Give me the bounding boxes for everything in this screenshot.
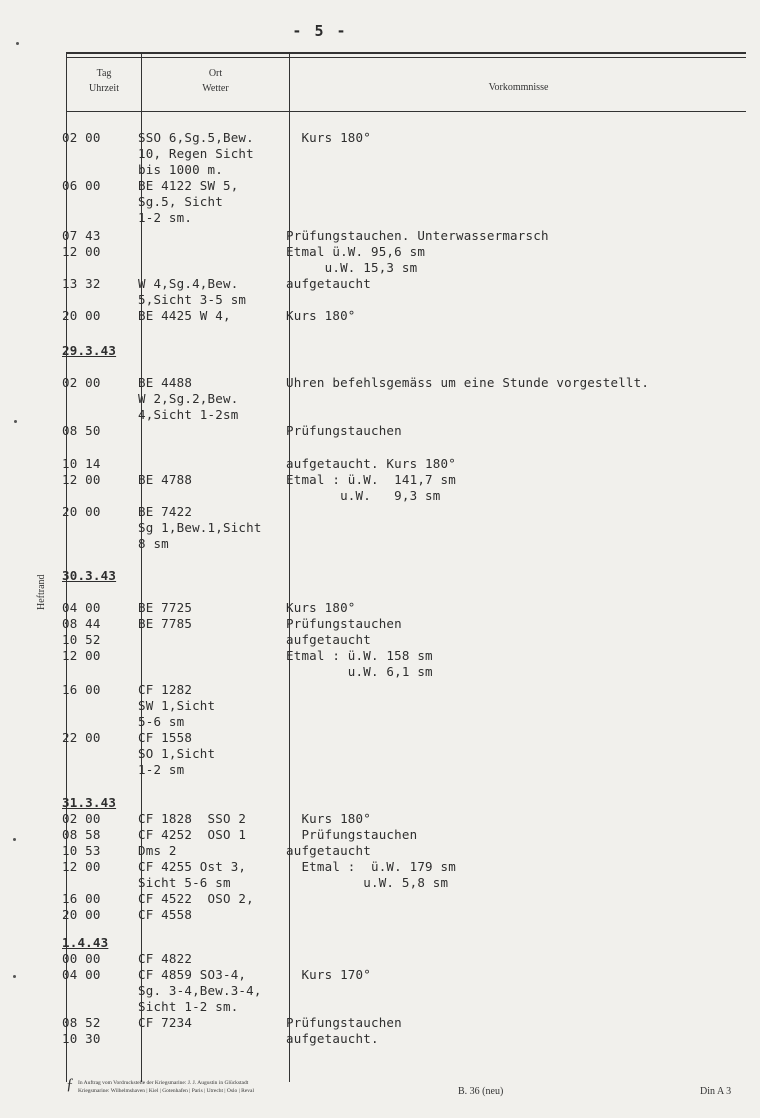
log-time: 04 00 (62, 600, 101, 615)
log-event: Kurs 180° (286, 130, 371, 145)
log-time: 22 00 (62, 730, 101, 745)
log-time: 02 00 (62, 375, 101, 390)
log-time: 10 53 (62, 843, 101, 858)
log-time: 08 52 (62, 1015, 101, 1030)
footer-paper-size: Din A 3 (700, 1086, 732, 1097)
log-date: 1.4.43 (62, 935, 109, 950)
log-time: 20 00 (62, 308, 101, 323)
log-time: 16 00 (62, 682, 101, 697)
log-time: 02 00 (62, 130, 101, 145)
log-event: Etmal ü.W. 95,6 sm u.W. 15,3 sm (286, 244, 426, 275)
header-col2 (143, 66, 288, 96)
log-time: 06 00 (62, 178, 101, 193)
log-date: 31.3.43 (62, 795, 117, 810)
log-event: Etmal : ü.W. 141,7 sm u.W. 9,3 sm (286, 472, 456, 503)
log-time: 08 50 (62, 423, 101, 438)
log-place-weather: BE 4788 (138, 472, 193, 487)
footer-printer-line1: In Auftrag vom Vordruckstelle der Kriegsmarine: J. J. Augustin in Glückstadt (78, 1080, 249, 1086)
header-col1 (68, 66, 140, 96)
log-place-weather: BE 7725 (138, 600, 193, 615)
log-time: 12 00 (62, 859, 101, 874)
log-place-weather: CF 4255 Ost 3, Sicht 5-6 sm (138, 859, 247, 890)
log-time: 02 00 (62, 811, 101, 826)
log-place-weather: CF 4558 (138, 907, 193, 922)
log-place-weather: BE 4425 W 4, (138, 308, 231, 323)
punch-mark (13, 838, 16, 841)
punch-mark (14, 420, 17, 423)
log-event: Prüfungstauchen (286, 827, 418, 842)
log-time: 12 00 (62, 472, 101, 487)
log-place-weather: CF 4822 (138, 951, 193, 966)
log-event: Prüfungstauchen (286, 616, 402, 631)
log-place-weather: CF 7234 (138, 1015, 193, 1030)
log-time: 07 43 (62, 228, 101, 243)
log-date: 29.3.43 (62, 343, 117, 358)
footer-printer-line2: Kriegsmarine: Wilhelmshaven | Kiel | Gotenhafen | Paris | Utrecht | Oslo | Reval (78, 1088, 254, 1094)
log-event: aufgetaucht (286, 276, 371, 291)
header-place: Ort (208, 68, 223, 79)
header-events: Vorkommnisse (488, 82, 549, 93)
log-event: aufgetaucht (286, 843, 371, 858)
log-place-weather: CF 4522 OSO 2, (138, 891, 254, 906)
punch-mark (16, 42, 19, 45)
log-event: Kurs 180° (286, 811, 371, 826)
header-bottom-rule (66, 111, 746, 112)
top-rule-thin (66, 57, 746, 58)
log-event: Uhren befehlsgemäss um eine Stunde vorgestellt. (286, 375, 650, 390)
log-event: Prüfungstauchen. Unterwassermarsch (286, 228, 549, 243)
log-event: Prüfungstauchen (286, 423, 402, 438)
log-time: 10 14 (62, 456, 101, 471)
log-event: Etmal : ü.W. 179 sm u.W. 5,8 sm (301, 859, 456, 890)
footer-form-number: B. 36 (neu) (458, 1086, 504, 1097)
header-time: Uhrzeit (89, 83, 119, 94)
log-place-weather: CF 1558 SO 1,Sicht 1-2 sm (138, 730, 216, 777)
log-event: Kurs 170° (286, 967, 371, 982)
footer-printer-mark: ƒ (66, 1076, 74, 1093)
log-place-weather: Dms 2 (138, 843, 177, 858)
log-time: 10 30 (62, 1031, 101, 1046)
log-time: 12 00 (62, 244, 101, 259)
top-rule-thick (66, 52, 746, 54)
log-place-weather: CF 1828 SSO 2 (138, 811, 247, 826)
log-event: Kurs 180° (286, 308, 356, 323)
log-time: 16 00 (62, 891, 101, 906)
log-event: Etmal : ü.W. 158 sm u.W. 6,1 sm (286, 648, 433, 679)
margin-label: Heftrand (36, 574, 47, 610)
page-number: - 5 - (292, 22, 348, 40)
log-time: 20 00 (62, 504, 101, 519)
left-border (66, 52, 67, 1082)
col-divider-2 (289, 52, 290, 1082)
log-place-weather: BE 7422 Sg 1,Bew.1,Sicht 8 sm (138, 504, 262, 551)
log-place-weather: CF 4252 OSO 1 (138, 827, 247, 842)
header-weather: Wetter (202, 83, 229, 94)
log-time: 12 00 (62, 648, 101, 663)
log-time: 13 32 (62, 276, 101, 291)
log-place-weather: SSO 6,Sg.5,Bew. 10, Regen Sicht bis 1000 m. (138, 130, 254, 177)
log-place-weather: BE 4488 W 2,Sg.2,Bew. 4,Sicht 1-2sm (138, 375, 239, 422)
log-event: aufgetaucht. Kurs 180° (286, 456, 456, 471)
log-event: Kurs 180° (286, 600, 356, 615)
punch-mark (13, 975, 16, 978)
log-place-weather: BE 4122 SW 5, Sg.5, Sicht 1-2 sm. (138, 178, 239, 225)
log-time: 08 44 (62, 616, 101, 631)
log-time: 20 00 (62, 907, 101, 922)
log-place-weather: W 4,Sg.4,Bew. 5,Sicht 3-5 sm (138, 276, 247, 307)
log-time: 04 00 (62, 967, 101, 982)
log-event: Prüfungstauchen (286, 1015, 402, 1030)
header-day: Tag (96, 68, 112, 79)
log-time: 00 00 (62, 951, 101, 966)
log-event: aufgetaucht (286, 632, 371, 647)
log-event: aufgetaucht. (286, 1031, 379, 1046)
log-date: 30.3.43 (62, 568, 117, 583)
log-time: 08 58 (62, 827, 101, 842)
log-place-weather: BE 7785 (138, 616, 193, 631)
log-place-weather: CF 1282 SW 1,Sicht 5-6 sm (138, 682, 216, 729)
log-place-weather: CF 4859 SO3-4, Sg. 3-4,Bew.3-4, Sicht 1-2 sm. (138, 967, 262, 1014)
log-time: 10 52 (62, 632, 101, 647)
